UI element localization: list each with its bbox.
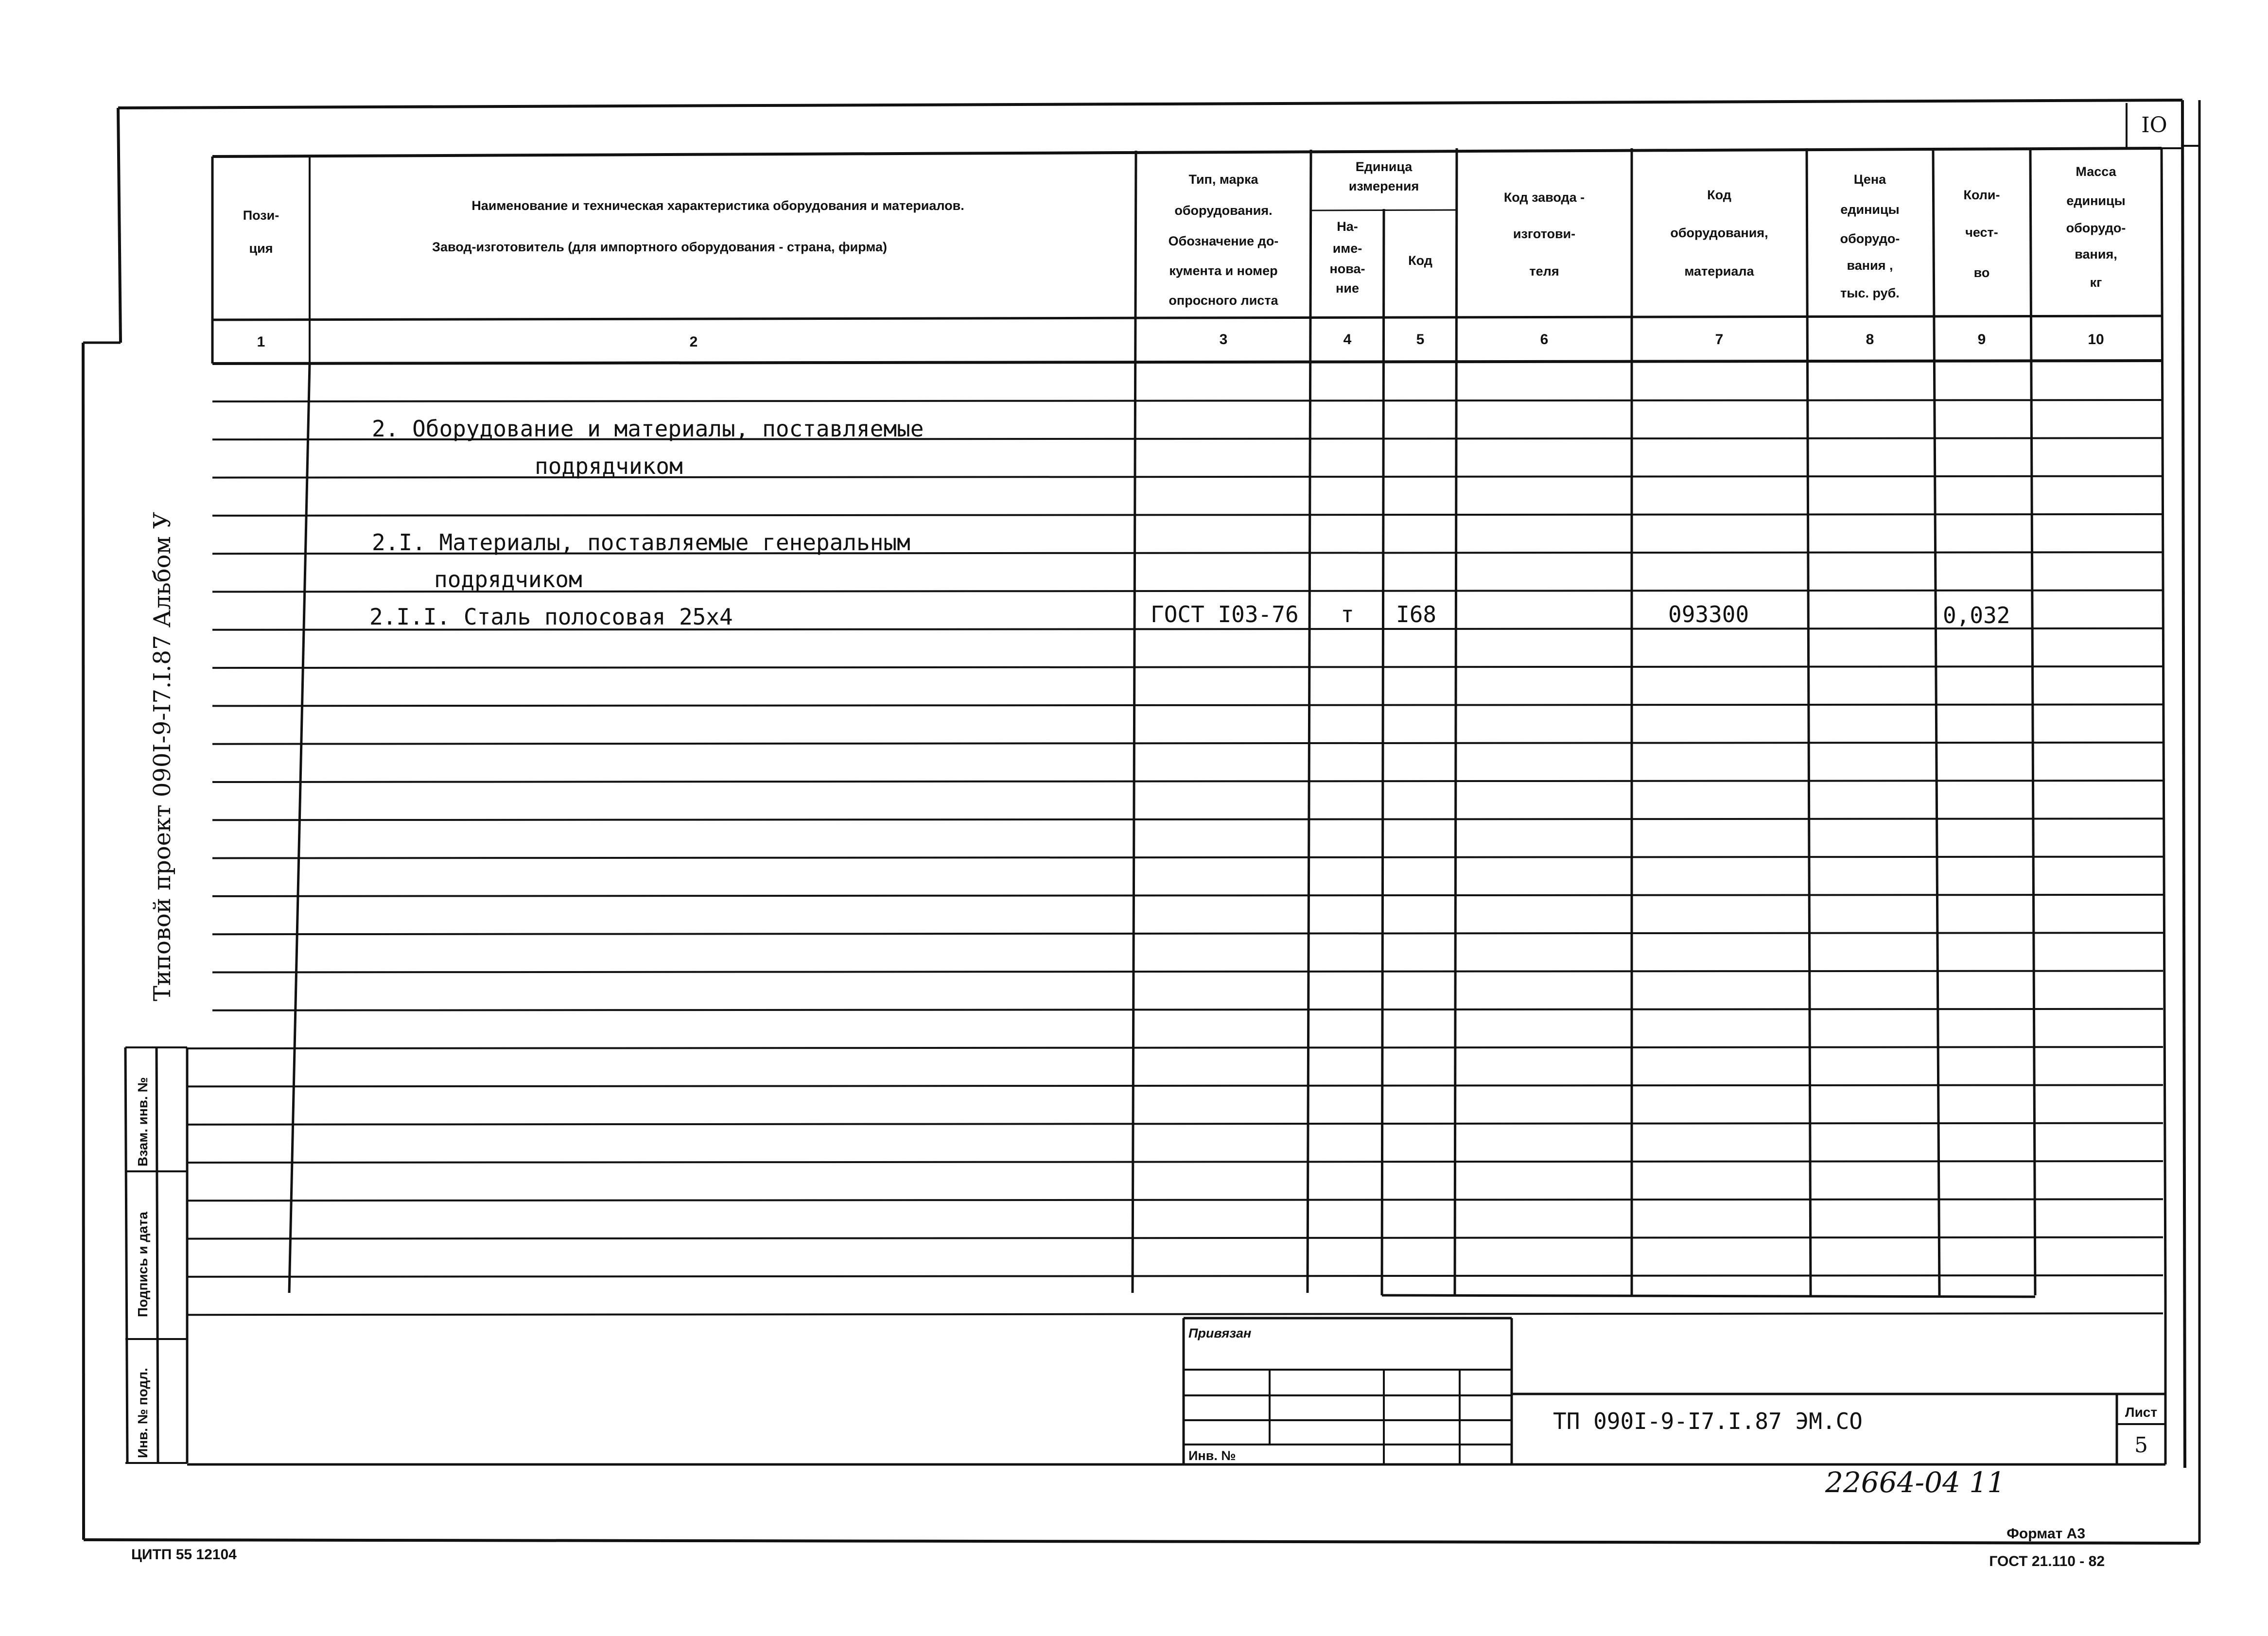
row-name: 2. Оборудование и материалы, поставляемые bbox=[372, 416, 924, 442]
header-unit-code: Код bbox=[1408, 253, 1432, 268]
column-number: 6 bbox=[1540, 331, 1549, 348]
handwritten-number: 22664-04 11 bbox=[1825, 1466, 2006, 1499]
row-rule bbox=[187, 1085, 2163, 1086]
row-rule bbox=[212, 743, 2163, 744]
row-rule bbox=[212, 704, 2163, 706]
row-rule bbox=[187, 1313, 2163, 1315]
row-rule bbox=[212, 895, 2163, 896]
document-code: ТП 090I-9-I7.I.87 ЭМ.СО bbox=[1553, 1408, 1863, 1434]
page-number: IO bbox=[2141, 113, 2167, 138]
header-equipment-code: Код оборудования, материала bbox=[1670, 188, 1768, 278]
header-unit-group: Единица измерения bbox=[1348, 159, 1419, 193]
row-name: подрядчиком bbox=[434, 566, 582, 592]
header-factory-code: Код завода -изготови-теля bbox=[1503, 190, 1585, 278]
header-position: Пози-ция bbox=[243, 208, 279, 256]
row-name: 2.I.I. Сталь полосовая 25x4 bbox=[369, 604, 733, 630]
column-number: 8 bbox=[1866, 331, 1874, 348]
row-rule bbox=[187, 1123, 2163, 1125]
column-number: 5 bbox=[1416, 331, 1425, 348]
stamp-left: ЦИТП 55 12104 bbox=[131, 1547, 237, 1563]
privyazan-label: Привязан bbox=[1188, 1326, 1252, 1340]
row-rule bbox=[187, 1275, 2163, 1277]
row-rule bbox=[187, 1047, 2163, 1048]
stamp-inv-podl: Инв. № подл. bbox=[135, 1368, 150, 1458]
header-type: Тип, марка оборудования. Обозначение до-кумента и номер опросного листа bbox=[1168, 172, 1279, 308]
inv-label: Инв. № bbox=[1188, 1448, 1236, 1463]
column-number: 7 bbox=[1715, 331, 1724, 348]
table-grid bbox=[187, 148, 2165, 1315]
title-block bbox=[187, 1295, 2165, 1464]
row-rule bbox=[212, 818, 2163, 820]
header-name: Наименование и техническая характеристика оборудования и материалов. Завод-изготовитель (для импортного оборудования - страна, фирма) bbox=[432, 198, 964, 254]
table-header bbox=[243, 159, 2126, 308]
column-number: 1 bbox=[257, 334, 265, 350]
project-side-title: Типовой проект 090I-9-I7.I.87 Альбом У bbox=[149, 512, 176, 1001]
stamp-vzam: Взам. инв. № bbox=[135, 1077, 150, 1166]
row-rule bbox=[212, 476, 2163, 478]
format-label: Формат А3 bbox=[2006, 1526, 2085, 1542]
column-number: 9 bbox=[1977, 331, 1986, 348]
stamp-podpis: Подпись и дата bbox=[135, 1212, 150, 1317]
list-number: 5 bbox=[2134, 1433, 2148, 1458]
row-rule bbox=[212, 400, 2163, 401]
column-number: 4 bbox=[1343, 331, 1352, 348]
gost-label: ГОСТ 21.110 - 82 bbox=[1989, 1553, 2105, 1569]
row-rule bbox=[212, 857, 2163, 858]
column-number: 2 bbox=[689, 334, 698, 350]
column-number: 3 bbox=[1219, 331, 1228, 348]
row-rule bbox=[212, 514, 2163, 516]
row-name: 2.I. Материалы, поставляемые генеральным bbox=[372, 529, 910, 556]
table-body bbox=[369, 416, 2010, 630]
row-rule bbox=[212, 781, 2163, 782]
side-stamp-labels bbox=[135, 1077, 150, 1458]
header-mass: Масса единицы оборудо-вания, кг bbox=[2066, 164, 2126, 290]
header-price: Цена единицы оборудо-вания , тыс. руб. bbox=[1840, 172, 1900, 300]
row-material-code: 093300 bbox=[1668, 601, 1749, 627]
row-rule bbox=[212, 971, 2163, 973]
column-number: 10 bbox=[2088, 331, 2104, 348]
header-unit-name: На-име-нова-ние bbox=[1329, 219, 1365, 296]
header-quantity: Коли-чест-во bbox=[1963, 188, 2000, 280]
row-rule bbox=[187, 1237, 2163, 1239]
row-rule bbox=[187, 1161, 2163, 1163]
row-rule bbox=[212, 1009, 2163, 1010]
list-label: Лист bbox=[2125, 1405, 2158, 1420]
row-type: ГОСТ I03-76 bbox=[1151, 601, 1299, 627]
column-numbers bbox=[257, 331, 2104, 350]
row-name: подрядчиком bbox=[535, 453, 683, 479]
row-rule bbox=[187, 1199, 2163, 1201]
row-rule bbox=[212, 933, 2163, 934]
row-unit: т bbox=[1341, 601, 1354, 627]
row-quantity: 0,032 bbox=[1943, 602, 2010, 628]
row-rule bbox=[212, 666, 2163, 668]
row-unit-code: I68 bbox=[1396, 601, 1437, 627]
